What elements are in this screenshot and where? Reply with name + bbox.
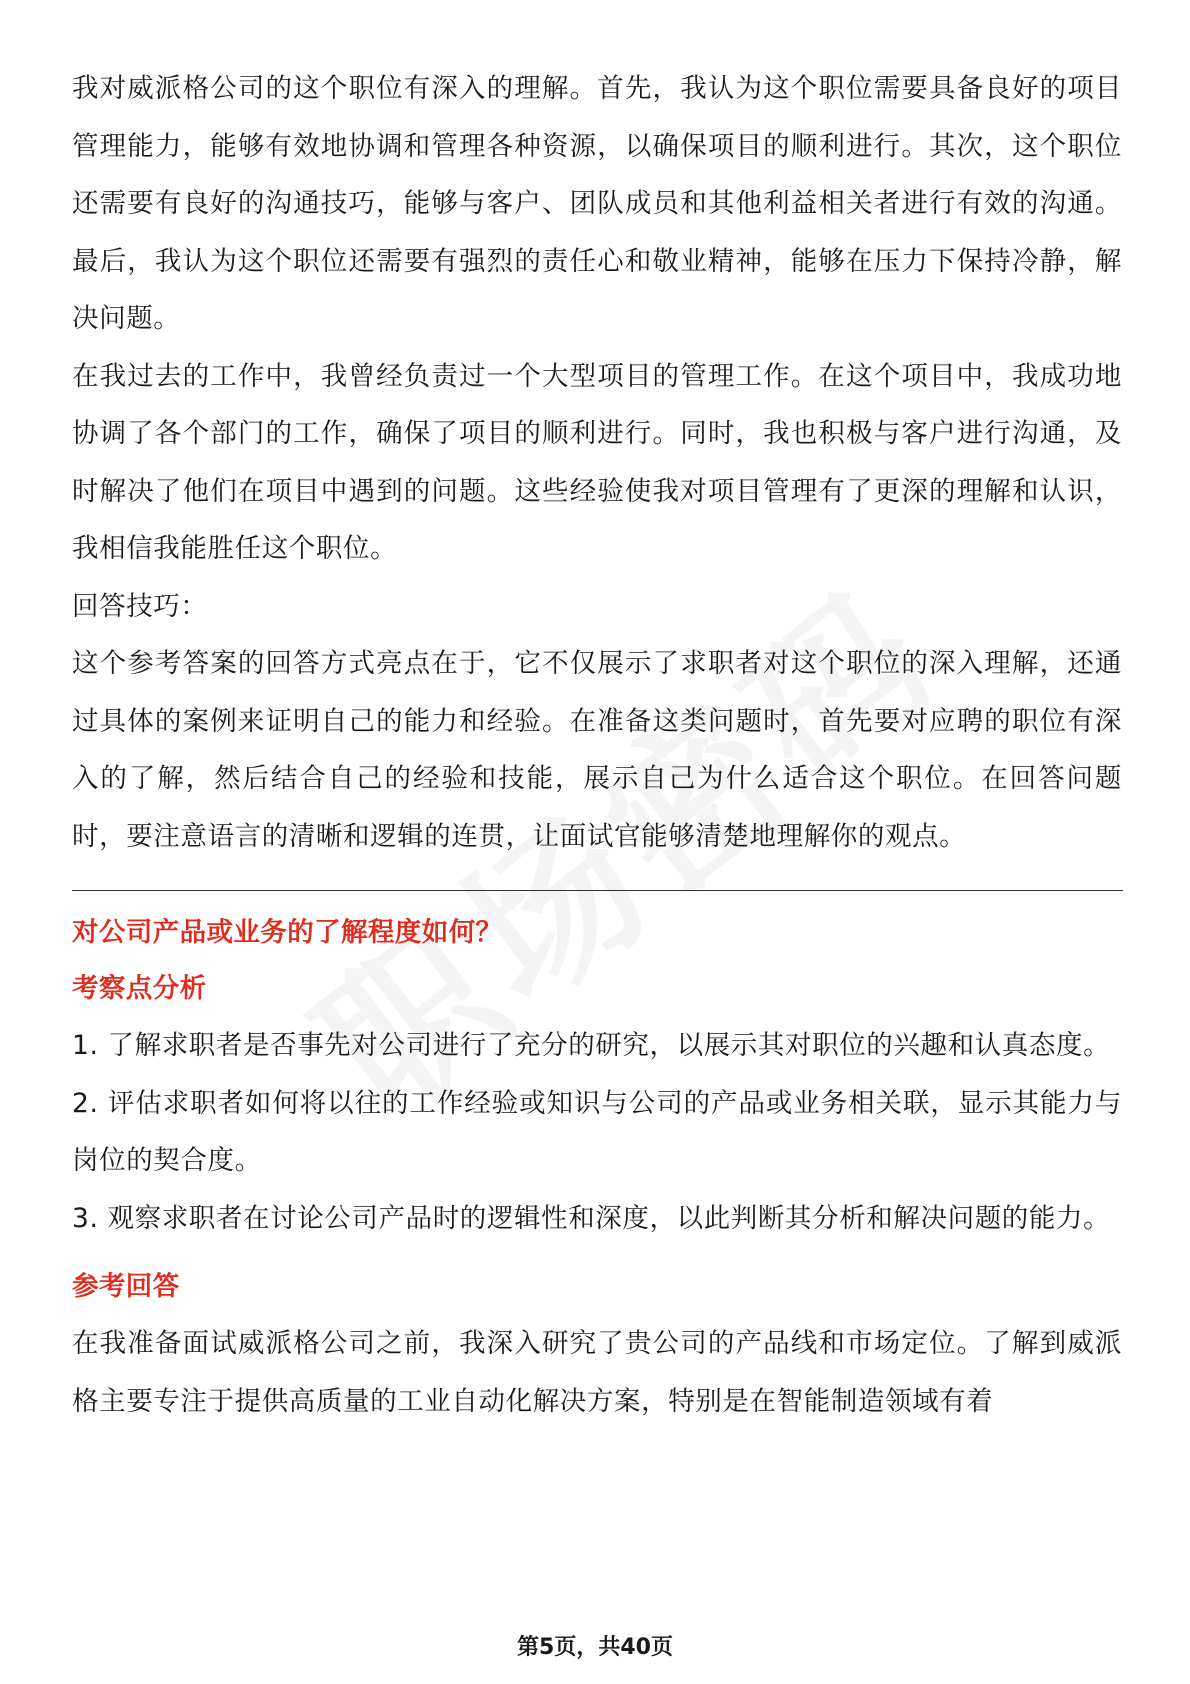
reference-heading: 参考回答 xyxy=(72,1271,180,1302)
analysis-heading: 考察点分析 xyxy=(72,973,207,1004)
analysis-item-1: 1. 了解求职者是否事先对公司进行了充分的研究，以展示其对职位的兴趣和认真态度。 xyxy=(72,1030,1111,1061)
answer-paragraph-2: 在我过去的工作中，我曾经负责过一个大型项目的管理工作。在这个项目中，我成功地协调了各个部门的工作，确保了项目的顺利进行。同时，我也积极与客户进行沟通，及时解决了他们在项目中遇到的问题。这些经验使我对项目管理有了更深的理解和认识，我相信我能胜任这个职位。 xyxy=(72,360,1122,564)
answer-tips-label: 回答技巧： xyxy=(72,590,208,622)
analysis-list xyxy=(72,1017,1122,1247)
analysis-item-3: 3. 观察求职者在讨论公司产品时的逻辑性和深度，以此判断其分析和解决问题的能力。 xyxy=(72,1202,1111,1234)
page-footer: 第5页，共40页 xyxy=(517,1635,673,1660)
answer-paragraph-1: 我对威派格公司的这个职位有深入的理解。首先，我认为这个职位需要具备良好的项目管理能力，能够有效地协调和管理各种资源，以确保项目的顺利进行。其次，这个职位还需要有良好的沟通技巧，能够与客户、团队成员和其他利益相关者进行有效的沟通。最后，我认为这个职位还需要有强烈的责任心和敬业精神，能够在压力下保持冷静，解决问题。 xyxy=(72,73,1122,334)
document-body xyxy=(72,60,1122,1430)
analysis-item-2: 2. 评估求职者如何将以往的工作经验或知识与公司的产品或业务相关联，显示其能力与岗位的契合度。 xyxy=(72,1087,1122,1176)
section-divider xyxy=(72,890,1123,891)
question-title: 对公司产品或业务的了解程度如何？ xyxy=(72,917,503,948)
answer-tips-paragraph: 这个参考答案的回答方式亮点在于，它不仅展示了求职者对这个职位的深入理解，还通过具体的案例来证明自己的能力和经验。在准备这类问题时，首先要对应聘的职位有深入的了解，然后结合自己的经验和技能，展示自己为什么适合这个职位。在回答问题时，要注意语言的清晰和逻辑的连贯，让面试官能够清楚地理解你的观点。 xyxy=(72,648,1122,852)
reference-paragraph: 在我准备面试威派格公司之前，我深入研究了贵公司的产品线和市场定位。了解到威派格主要专注于提供高质量的工业自动化解决方案，特别是在智能制造领域有着 xyxy=(72,1328,1122,1417)
